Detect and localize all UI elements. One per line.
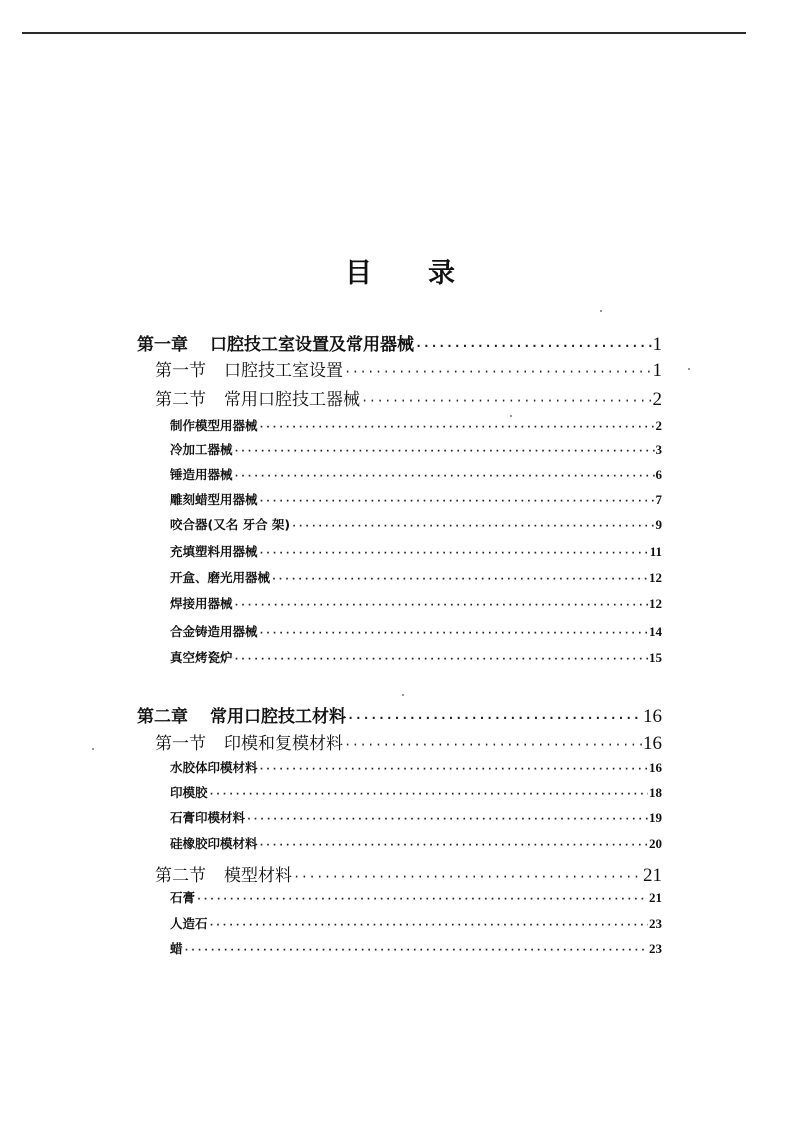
toc-entry-page-number: 16 (643, 733, 662, 754)
scan-speck (402, 694, 404, 696)
dot-leader (209, 920, 648, 931)
toc-entry-label (170, 515, 290, 533)
dot-leader (293, 870, 642, 884)
toc-entry-label (170, 416, 258, 434)
toc-entry-title: 焊接用器械 (170, 596, 233, 611)
toc-entry-label (170, 490, 258, 508)
toc-entry-chapter[interactable] (137, 702, 662, 728)
dot-leader (259, 496, 655, 507)
toc-entry-label (170, 914, 208, 932)
toc-entry-item[interactable] (170, 490, 662, 508)
toc-entry-label (155, 385, 360, 410)
toc-entry-title: 开盒、磨光用器械 (170, 570, 271, 585)
toc-entry-label (170, 888, 195, 906)
toc-entry-item[interactable] (170, 648, 662, 666)
toc-entry-number: 第二节 (155, 866, 206, 886)
toc-entry-label (170, 758, 258, 776)
title-char-1: 目 (345, 258, 372, 289)
toc-entry-label (137, 702, 346, 727)
dot-leader (291, 521, 654, 532)
toc-entry-page-number: 14 (649, 624, 662, 639)
toc-entry-page-number: 12 (649, 596, 662, 611)
toc-entry-item[interactable] (170, 416, 662, 434)
toc-entry-page-number: 21 (649, 890, 662, 905)
toc-entry-item[interactable] (170, 914, 662, 932)
toc-entry-page-number: 20 (649, 836, 662, 851)
toc-entry-label (170, 808, 245, 826)
toc-entry-title: 硅橡胶印模材料 (170, 836, 258, 851)
toc-entry-page-number: 23 (649, 941, 662, 956)
toc-entry-label (155, 356, 343, 381)
toc-entry-page-number: 19 (649, 810, 662, 825)
toc-entry-title: 锤造用器械 (170, 467, 233, 482)
toc-entry-page-number: 11 (649, 544, 662, 559)
dot-leader (361, 394, 652, 408)
toc-entry-number: 第二节 (155, 390, 206, 410)
scan-speck (92, 748, 94, 750)
toc-entry-title: 水胶体印模材料 (170, 760, 258, 775)
title-char-2: 录 (428, 258, 455, 289)
header-rule (22, 32, 746, 34)
toc-entry-label (170, 939, 183, 957)
dot-leader (259, 628, 648, 639)
toc-entry-page-number: 18 (649, 785, 662, 800)
toc-entry-title: 咬合器(又名 牙合 架) (170, 517, 291, 532)
dot-leader (234, 654, 648, 665)
toc-entry-page-number: 3 (655, 442, 662, 457)
toc-entry-number: 第一节 (155, 734, 206, 754)
toc-entry-number: 第一节 (155, 361, 206, 381)
toc-entry-page-number: 23 (649, 916, 662, 931)
toc-entry-item[interactable] (170, 440, 662, 458)
toc-entry-page-number: 6 (655, 467, 662, 482)
toc-entry-title: 合金铸造用器械 (170, 624, 258, 639)
toc-entry-number: 第二章 (137, 707, 188, 727)
toc-entry-title: 口腔技工室设置 (224, 361, 343, 381)
toc-entry-label (170, 648, 233, 666)
toc-entry-label (170, 594, 233, 612)
toc-entry-title: 人造石 (170, 916, 208, 931)
toc-entry-page-number: 21 (643, 865, 662, 886)
toc-entry-title: 真空烤瓷炉 (170, 650, 233, 665)
toc-entry-item[interactable] (170, 568, 662, 586)
toc-entry-page-number: 7 (655, 492, 662, 507)
dot-leader (259, 548, 649, 559)
dot-leader (209, 789, 648, 800)
toc-entry-item[interactable] (170, 758, 662, 776)
toc-entry-title: 蜡 (170, 941, 183, 956)
toc-entry-section[interactable] (155, 861, 662, 887)
toc-entry-item[interactable] (170, 834, 662, 852)
scan-speck (510, 415, 512, 417)
toc-entry-item[interactable] (170, 888, 662, 906)
toc-entry-item[interactable] (170, 594, 662, 612)
toc-entry-label (137, 330, 414, 355)
toc-entry-item[interactable] (170, 465, 662, 483)
toc-entry-label (170, 465, 233, 483)
toc-entry-section[interactable] (155, 356, 662, 382)
dot-leader (259, 422, 655, 433)
toc-entry-page-number: 16 (649, 760, 662, 775)
toc-entry-title: 口腔技工室设置及常用器械 (210, 335, 414, 355)
dot-leader (196, 894, 648, 905)
toc-entry-item[interactable] (170, 783, 662, 801)
toc-entry-page-number: 16 (643, 706, 662, 727)
toc-entry-title: 印模和复模材料 (224, 734, 343, 754)
toc-entry-title: 石膏印模材料 (170, 810, 246, 825)
toc-entry-title: 常用口腔技工器械 (224, 390, 360, 410)
page-title (0, 256, 793, 296)
toc-entry-title: 充填塑料用器械 (170, 544, 258, 559)
toc-entry-title: 印模胶 (170, 785, 208, 800)
dot-leader (246, 814, 648, 825)
toc-entry-label (170, 622, 258, 640)
toc-entry-page-number: 2 (655, 418, 662, 433)
toc-entry-page-number: 15 (649, 650, 662, 665)
dot-leader (344, 365, 652, 379)
toc-entry-title: 石膏 (170, 890, 196, 905)
dot-leader (271, 574, 648, 585)
dot-leader (234, 600, 648, 611)
toc-entry-title: 冷加工器械 (170, 442, 233, 457)
toc-entry-page-number: 1 (652, 334, 662, 355)
toc-entry-section[interactable] (155, 385, 662, 411)
toc-entry-title: 常用口腔技工材料 (210, 707, 346, 727)
toc-entry-page-number: 2 (652, 389, 662, 410)
dot-leader (347, 711, 642, 725)
dot-leader (344, 738, 642, 752)
toc-entry-label (170, 783, 208, 801)
toc-entry-title: 模型材料 (224, 866, 292, 886)
toc-entry-label (170, 834, 258, 852)
toc-entry-label (155, 729, 343, 754)
toc-entry-page-number: 12 (649, 570, 662, 585)
toc-entry-label (170, 440, 233, 458)
toc-entry-title: 雕刻蜡型用器械 (170, 492, 258, 507)
dot-leader (184, 945, 648, 956)
toc-entry-title: 制作模型用器械 (170, 418, 258, 433)
toc-entry-section[interactable] (155, 729, 662, 755)
toc-entry-chapter[interactable] (137, 330, 662, 356)
toc-entry-item[interactable] (170, 808, 662, 826)
dot-leader (259, 840, 648, 851)
dot-leader (234, 446, 655, 457)
toc-entry-label (170, 542, 258, 560)
toc-entry-label (170, 568, 270, 586)
toc-entry-item[interactable] (170, 939, 662, 957)
toc-entry-item[interactable] (170, 515, 662, 533)
toc-entry-item[interactable] (170, 622, 662, 640)
toc-entry-page-number: 9 (655, 517, 662, 532)
scan-speck (688, 368, 690, 370)
dot-leader (259, 764, 648, 775)
scan-speck (600, 310, 602, 312)
dot-leader (234, 471, 655, 482)
toc-entry-label (155, 861, 292, 886)
toc-entry-item[interactable] (170, 542, 662, 560)
dot-leader (415, 339, 652, 353)
toc-entry-number: 第一章 (137, 335, 188, 355)
toc-entry-page-number: 1 (652, 360, 662, 381)
